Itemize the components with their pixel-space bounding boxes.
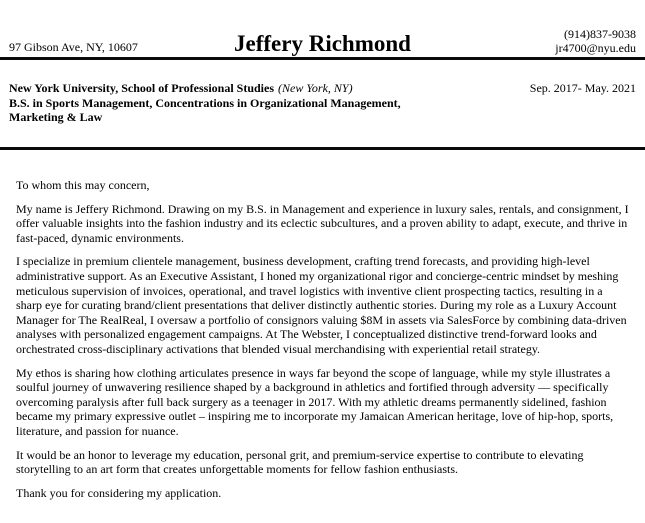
- degree-line: Marketing & Law: [9, 110, 103, 124]
- sender-email: jr4700@nyu.edu: [555, 41, 636, 55]
- paragraph-ethos: My ethos is sharing how clothing articulates presence in ways far beyond the scope of language, while my style illustrates a soulful journey of unwavering resilience shaped by a background in athletics and fortified through adversity — specifically overcoming paralysis after full back surgery as a teenager in 2017. With my athletic dreams permanently sidelined, fashion became my primary expressive outlet – inspiring me to incorporate my Jamaican American heritage, love of hip-hop, sports, literature, and passion for nuance.: [16, 365, 614, 438]
- salutation: To whom this may concern,: [16, 178, 150, 192]
- sender-phone: (914)837-9038: [564, 27, 636, 41]
- institution-name: New York University, School of Professional Studies: [9, 81, 275, 95]
- education-top-row: [9, 81, 636, 96]
- sender-contact: [411, 27, 645, 57]
- paragraph-introduction: My name is Jeffery Richmond. Drawing on my B.S. in Management and experience in luxury sales, rentals, and consignment, I offer valuable insights into the fashion industry and its eclectic subcultures, and a proven ability to adapt, execute, and thrive in fast-paced, dynamic environments.: [16, 201, 629, 245]
- education-section: [0, 60, 645, 147]
- institution-location: (New York, NY): [278, 81, 353, 95]
- paragraph-experience: I specialize in premium clientele management, business development, crafting trend forecasts, and providing high-level administrative support. As an Executive Assistant, I honed my organizational rigor and concierge-centric mindset by meshing meticulous supervision of invoices, operational, and travel logistics with inventive client prospecting tactics, resulting in a sharp eye for curating brand/client presentations that deliver distinctly authentic stories. During my role as a Luxury Account Manager for The RealReal, I oversaw a portfolio of consignors valuing $8M in assets via SalesForce by combining data-driven analyses with personalized engagement campaigns. At The Webster, I conceptualized distinctive trend-forward looks and orchestrated cross-disciplinary activations that blended visual merchandising with experiential retail strategy.: [16, 254, 627, 356]
- education-dates: Sep. 2017- May. 2021: [529, 81, 636, 95]
- sender-address: 97 Gibson Ave, NY, 10607: [9, 40, 138, 54]
- letter-header: [0, 0, 645, 57]
- paragraph-thank-you: Thank you for considering my application.: [16, 485, 222, 500]
- education-institution-line: [9, 81, 353, 96]
- paragraph-closing: It would be an honor to leverage my education, personal grit, and premium-service expertise to contribute to elevating storytelling to an art form that creates unforgettable moments for fellow fashion enthusiasts.: [16, 447, 584, 477]
- sender-name: Jeffery Richmond: [234, 31, 411, 56]
- degree-line: B.S. in Sports Management, Concentrations in Organizational Management,: [9, 95, 401, 110]
- letter-body: [0, 150, 645, 500]
